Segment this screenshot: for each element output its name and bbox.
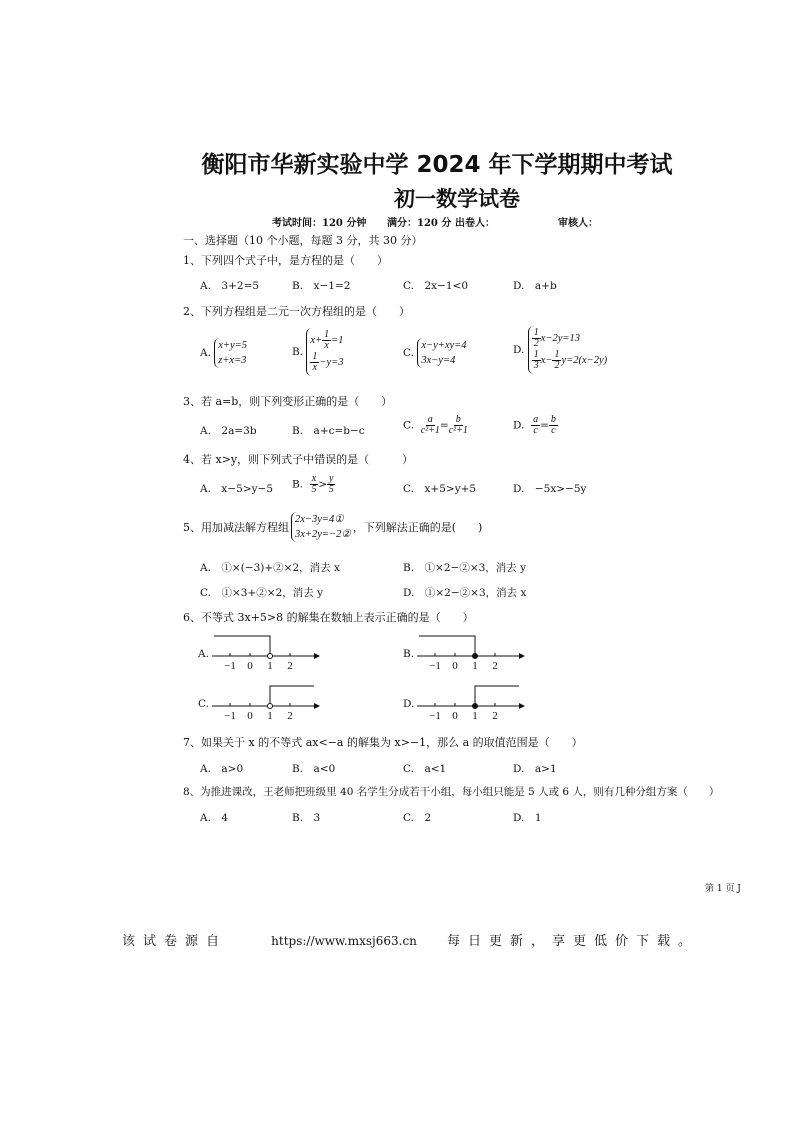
q7-stem: 7、如果关于 x 的不等式 ax<−a 的解集为 x>−1，那么 a 的取值范围是（ ） <box>183 736 583 749</box>
q3-d-label: D. <box>513 419 525 432</box>
tick-label: 0 <box>452 660 458 672</box>
q3-c-frac-left <box>421 415 440 436</box>
hollow-dot <box>268 654 273 659</box>
q3-option-c: C. $\frac{a}{\text{c²+1}}$ = $\frac{b}{\text{c²+1}}$ <box>403 414 468 436</box>
q6-option-a-label: A. <box>198 648 209 660</box>
source-url[interactable]: https://www.mxsj663.cn <box>271 934 417 948</box>
frac-num: b <box>550 414 556 425</box>
q3-d-frac-left <box>531 415 540 436</box>
q5-stem-pre: 5、用加减法解方程组 <box>183 521 289 534</box>
q3-option-d: D. $\frac{a}{c}$ = $\frac{b}{c}$ <box>513 414 556 436</box>
section-heading: 一、选择题（10 个小题，每题 3 分，共 30 分） <box>183 234 423 247</box>
source-notice <box>122 930 699 949</box>
q5-option-b: B. ①×2−②×3，消去 y <box>403 562 527 574</box>
solution-ray <box>475 686 519 706</box>
exam-time: 考试时间：120 分钟 <box>272 218 367 229</box>
q2-c-label: C. <box>403 347 414 359</box>
q2-b-eq2-end: −y=3 <box>319 357 344 368</box>
q6-option-d-label: D. <box>403 698 415 710</box>
q2-d-eq2-end: y=2(x−2y) <box>561 355 608 366</box>
q1-option-c: C. 2x−1<0 <box>403 280 469 292</box>
q2-b-frac1 <box>322 330 331 351</box>
q6-number-line-b <box>415 632 535 672</box>
q6-number-line-a <box>210 632 330 672</box>
exam-subtitle: 初一数学试卷 <box>394 187 520 211</box>
q6-number-line-d <box>415 682 535 722</box>
hollow-dot <box>268 704 273 709</box>
q8-option-b: B. 3 <box>292 812 321 824</box>
tick-label: 0 <box>247 710 253 722</box>
q6-option-c-label: C. <box>198 698 209 710</box>
q8-option-c: C. 2 <box>403 812 432 824</box>
page-number: 第 1 页 J <box>705 884 741 894</box>
q3-option-a: A. 2a=3b <box>200 425 257 437</box>
q3-c-label: C. <box>403 419 414 432</box>
q7-option-c: C. a<1 <box>403 763 447 775</box>
tick-label: 0 <box>247 660 253 672</box>
question-setter: 出卷人： <box>455 218 495 229</box>
exam-title: 衡阳市华新实验中学 2024 年下学期期中考试 <box>201 152 673 178</box>
q5-option-a: A. ①×(−3)+②×2，消去 x <box>200 562 340 574</box>
tick-label: 2 <box>287 710 293 722</box>
frac-den: c²+1 <box>420 425 440 436</box>
tick-label: 2 <box>287 660 293 672</box>
tick-label: 2 <box>492 710 498 722</box>
frac-num: a <box>533 414 539 425</box>
q5-option-d: D. ①×2−②×3，消去 x <box>403 587 527 599</box>
q2-a-eq1: x+y=5 <box>218 340 248 351</box>
solution-ray <box>419 636 475 656</box>
q7-option-d: D. a>1 <box>513 763 557 775</box>
solid-dot <box>473 654 478 659</box>
q2-d-frac1 <box>532 328 541 349</box>
solution-ray <box>270 686 314 706</box>
source-notice-left: 该试卷源自 <box>122 934 228 949</box>
frac-den: 5 <box>311 484 317 495</box>
frac-num: a <box>427 414 433 425</box>
tick-label: 1 <box>472 710 478 722</box>
q2-option-c <box>403 338 467 368</box>
q2-d-frac2 <box>532 350 541 371</box>
q4-option-b: B. $\frac{x}{5}$ > $\frac{y}{5}$ <box>292 473 334 495</box>
frac-den: 3 <box>533 360 539 372</box>
tick-label: −1 <box>224 710 236 722</box>
tick-label: 0 <box>452 710 458 722</box>
frac-num: x <box>311 473 317 484</box>
q1-stem: 1、下列四个式子中，是方程的是（ ） <box>183 254 388 267</box>
q7-option-b: B. a<0 <box>292 763 336 775</box>
q2-option-d <box>513 326 607 374</box>
q6-number-line-c <box>210 682 330 722</box>
axis-arrow <box>519 703 525 709</box>
source-notice-right: 每日更新，享更低价下载。 <box>447 934 700 949</box>
q2-c-eq2: 3x−y=4 <box>421 355 456 366</box>
q2-b-eq1-end: =1 <box>331 335 344 346</box>
q3-d-frac-right <box>549 415 558 436</box>
frac-den: 5 <box>328 484 334 495</box>
q5-option-c: C. ①×3+②×2，消去 y <box>200 587 324 599</box>
tick-label: 2 <box>492 660 498 672</box>
q1-option-d: D. a+b <box>513 280 557 292</box>
q4-option-a: A. x−5>y−5 <box>200 483 274 495</box>
q6-option-b-label: B. <box>403 648 415 660</box>
q1-option-b: B. x−1=2 <box>292 280 351 292</box>
q4-b-label: B. <box>292 478 304 491</box>
tick-label: −1 <box>224 660 236 672</box>
q2-b-eq1-part: x+ <box>310 335 323 346</box>
frac-num: 1 <box>312 351 318 363</box>
frac-den: x <box>324 340 329 352</box>
q2-d-eq2-mid: x− <box>540 355 553 366</box>
tick-label: 1 <box>472 660 478 672</box>
q2-b-label: B. <box>292 346 304 358</box>
q4-option-c: C. x+5>y+5 <box>403 483 477 495</box>
q6-stem: 6、不等式 3x+5>8 的解集在数轴上表示正确的是（ ） <box>183 611 474 624</box>
frac-num: 1 <box>324 329 330 341</box>
q2-option-b <box>292 328 344 376</box>
full-score: 满分：120 分 <box>387 218 452 229</box>
axis-arrow <box>314 703 320 709</box>
frac-den: c²+1 <box>448 425 468 436</box>
frac-num: 1 <box>533 327 539 339</box>
frac-den: 2 <box>554 360 560 372</box>
q4-stem: 4、若 x>y，则下列式子中错误的是（ ） <box>183 453 414 466</box>
q4-b-frac-right <box>327 474 335 495</box>
q8-option-d: D. 1 <box>513 812 542 824</box>
q4-b-frac-left <box>310 474 318 495</box>
tick-label: 1 <box>267 660 273 672</box>
q2-stem: 2、下列方程组是二元一次方程组的是（ ） <box>183 305 410 318</box>
q8-option-a: A. 4 <box>200 812 229 824</box>
q2-c-eq1: x−y+xy=4 <box>421 340 467 351</box>
q3-stem: 3、若 a=b，则下列变形正确的是（ ） <box>183 395 393 408</box>
q8-stem: 8、为推进课改，王老师把班级里 40 名学生分成若干小组，每小组只能是 5 人或 6 人，则有几种分组方案（ ） <box>183 786 720 798</box>
frac-num: b <box>455 414 461 425</box>
q7-option-a: A. a>0 <box>200 763 244 775</box>
q3-c-frac-right <box>449 415 468 436</box>
tick-label: 1 <box>267 710 273 722</box>
q4-option-d: D. −5x>−5y <box>513 483 587 495</box>
q2-d-label: D. <box>513 344 525 356</box>
solution-ray <box>214 636 270 656</box>
frac-den: c <box>551 425 556 436</box>
frac-den: x <box>312 362 318 374</box>
frac-num: 1 <box>533 349 539 361</box>
reviewer: 审核人： <box>558 218 598 229</box>
q1-option-a: A. 3+2=5 <box>200 280 260 292</box>
axis-arrow <box>519 653 525 659</box>
frac-den: c <box>533 425 538 436</box>
q2-option-a <box>200 338 247 368</box>
q2-a-label: A. <box>200 347 211 359</box>
q3-option-b: B. a+c=b−c <box>292 425 365 437</box>
frac-num: 1 <box>554 349 560 361</box>
q5-eq2: 3x+2y=−2② <box>295 529 351 540</box>
q5-stem-post: ，下列解法正确的是( ) <box>352 521 483 534</box>
frac-num: y <box>329 473 334 484</box>
tick-label: −1 <box>429 660 441 672</box>
tick-label: −1 <box>429 710 441 722</box>
solid-dot <box>473 704 478 709</box>
frac-den: 2 <box>533 338 539 350</box>
q2-d-eq1-end: x−2y=13 <box>540 333 580 344</box>
q2-a-eq2: z+x=3 <box>218 355 247 366</box>
q5-eq1: 2x−3y=4① <box>295 514 344 525</box>
q5-stem <box>183 512 482 542</box>
axis-arrow <box>314 653 320 659</box>
